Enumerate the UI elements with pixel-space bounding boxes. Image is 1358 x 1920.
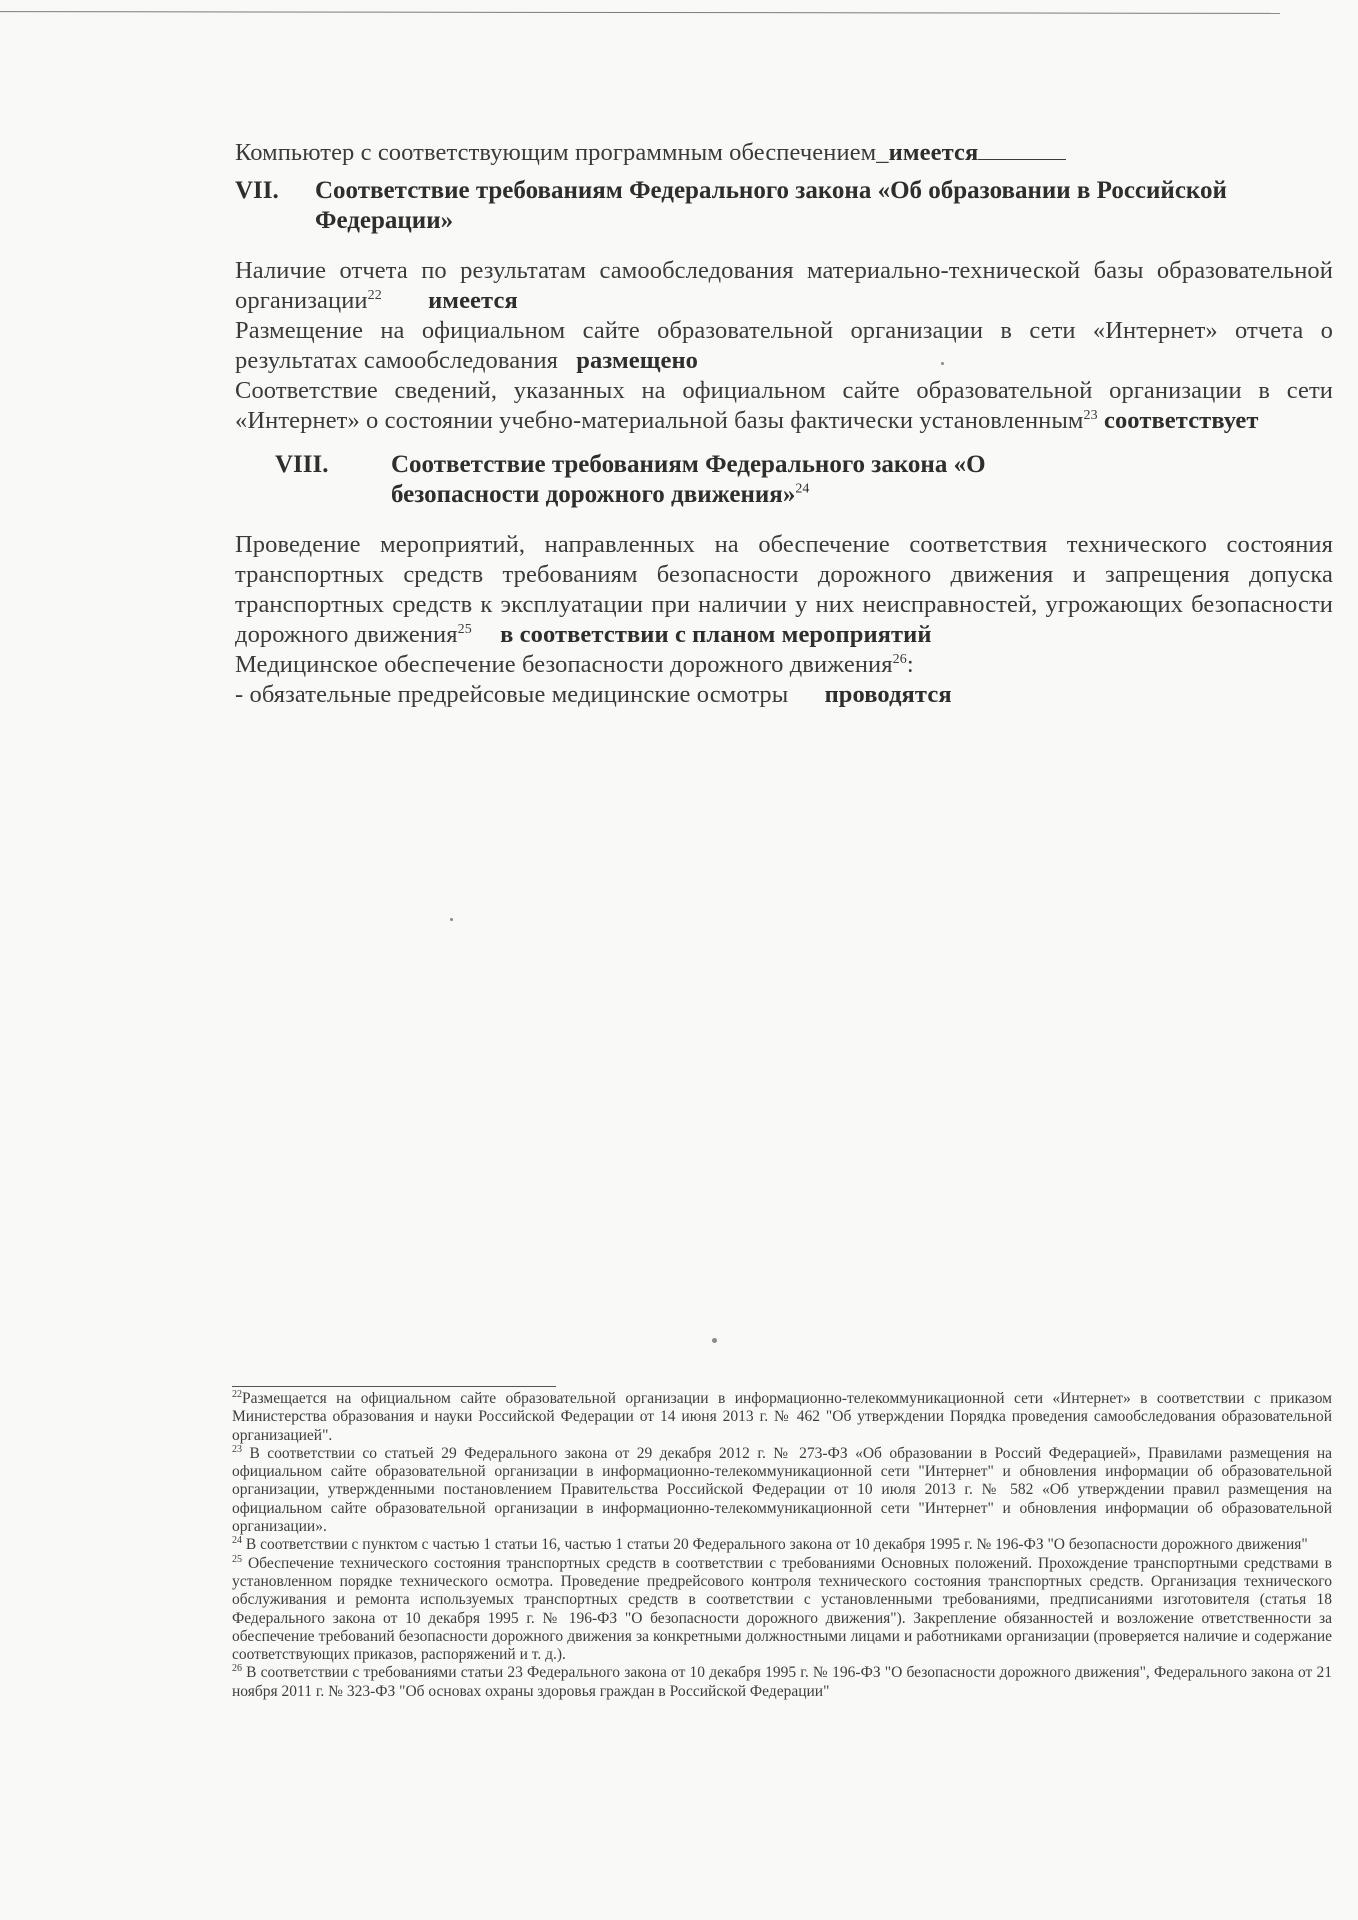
footnote-ref-26: 26 xyxy=(892,651,907,667)
footnote-ref-25: 25 xyxy=(457,621,472,637)
section-7-heading xyxy=(235,176,1333,236)
footnote-22: $^{22}$Размещается на официальном сайте образовательной организации в информационно-телекоммуникационной сети «Интернет» в соответствии с приказом Министерства образования и науки Российской Федерации от 14 июня 2013 г. № 462 "Об утверждении Порядка проведения самообследования образовательной организацией". xyxy=(232,1388,1332,1444)
footnotes xyxy=(232,1390,1332,1701)
footnote-26: $^{26}$ В соответствии с требованиями статьи 23 Федерального закона от 10 декабря 1995 г. № 196-ФЗ "О безопасности дорожного движения", Федерального закона от 21 ноября 2011 г. № 323-ФЗ "Об основах охраны здоровья граждан в Российской Федерации" xyxy=(232,1663,1332,1700)
section-8-heading xyxy=(275,450,1235,510)
section-7-number: VII. xyxy=(235,177,279,204)
checkups-value: проводятся xyxy=(824,681,952,708)
events-line xyxy=(235,530,1333,650)
blank-underline xyxy=(978,158,1066,160)
match-value: соответствует xyxy=(1103,407,1259,434)
medical-line xyxy=(235,650,1333,680)
scan-speck xyxy=(712,1338,717,1343)
events-value: в соответствии с планом мероприятий xyxy=(500,621,932,648)
section-7-title: Соответствие требованиям Федерального закона «Об образовании в Российской Федерации» xyxy=(315,177,1227,234)
report-value: имеется xyxy=(428,287,518,314)
checkups-label: - обязательные предрейсовые медицинские осмотры xyxy=(235,681,789,708)
footnote-ref-22: 22 xyxy=(367,287,382,303)
posting-line xyxy=(235,316,1333,376)
footnote-25: $^{25}$ Обеспечение технического состояния транспортных средств в соответствии с требованиями Основных положений. Прохождение транспортными средствами в установленном порядке технического осмотра. Проведение предрейсового контроля технического состояния транспортных средств. Организация технического обслуживания и ремонта используемых транспортных средств в соответствии с установленными требованиями, предписаниями изготовителя (статья 18 Федерального закона от 10 декабря 1995 г. № 196-ФЗ "О безопасности дорожного движения"). Закрепление обязанностей и возложение ответственности за обеспечение требований безопасности дорожного движения за конкретными должностными лицами и работниками организации (проверяется наличие и содержание соответствующих приказов, распоряжений и т. д.). xyxy=(232,1553,1332,1664)
report-line xyxy=(235,256,1333,316)
events-label: Проведение мероприятий, направленных на обеспечение соответствия технического состояния транспортных средств требованиям безопасности дорожного движения и запрещения допуска транспортных средств к эксплуатации при наличии у них неисправностей, угрожающих безопасности дорожного движения xyxy=(235,531,1333,648)
computer-label: Компьютер с соответствующим программным обеспечением_ xyxy=(235,139,889,166)
match-line xyxy=(235,376,1333,436)
report-label: Наличие отчета по результатам самообследования материально-технической базы образовательной организации xyxy=(235,257,1333,314)
footnote-ref-24: 24 xyxy=(795,481,810,497)
section-8-title: Соответствие требованиям Федерального закона «О безопасности дорожного движения» xyxy=(391,451,986,508)
posting-value: размещено xyxy=(576,347,699,374)
medical-colon: : xyxy=(906,651,914,678)
footnote-ref-23: 23 xyxy=(1083,407,1098,423)
match-label: Соответствие сведений, указанных на официальном сайте образовательной организации в сети «Интернет» о состоянии учебно-материальной базы фактически установленным xyxy=(235,377,1333,434)
document-body xyxy=(235,138,1333,710)
scan-top-edge-line xyxy=(0,11,1280,14)
scan-speck xyxy=(450,918,453,921)
posting-label: Размещение на официальном сайте образовательной организации в сети «Интернет» отчета о результатах самообследования xyxy=(235,317,1333,374)
computer-value: имеется xyxy=(888,139,979,166)
section-8-number: VIII. xyxy=(275,451,329,478)
footnote-separator xyxy=(232,1386,556,1387)
footnote-24: $^{24}$ В соответствии с пунктом с частью 1 статьи 16, частью 1 статьи 20 Федерального закона от 10 декабря 1995 г. № 196-ФЗ "О безопасности дорожного движения" xyxy=(232,1535,1308,1554)
computer-line xyxy=(235,138,1333,168)
footnote-23: $^{23}$ В соответствии со статьей 29 Федерального закона от 29 декабря 2012 г. № 273-ФЗ «Об образовании в Россий Федерацией», Правилами размещения на официальном сайте образовательной организации в информационно-телекоммуникационной сети "Интернет" и обновления информации об образовательной организации, утвержденными постановлением Правительства Российской Федерации от 10 июля 2013 г. № 582 «Об утверждении правил размещения на официальном сайте образовательной организации в информационно-телекоммуникационной сети "Интернет" и обновления информации об образовательной организации». xyxy=(232,1443,1332,1536)
medical-label: Медицинское обеспечение безопасности дорожного движения xyxy=(235,651,893,678)
checkups-line xyxy=(235,680,1333,710)
scan-speck xyxy=(941,362,944,365)
